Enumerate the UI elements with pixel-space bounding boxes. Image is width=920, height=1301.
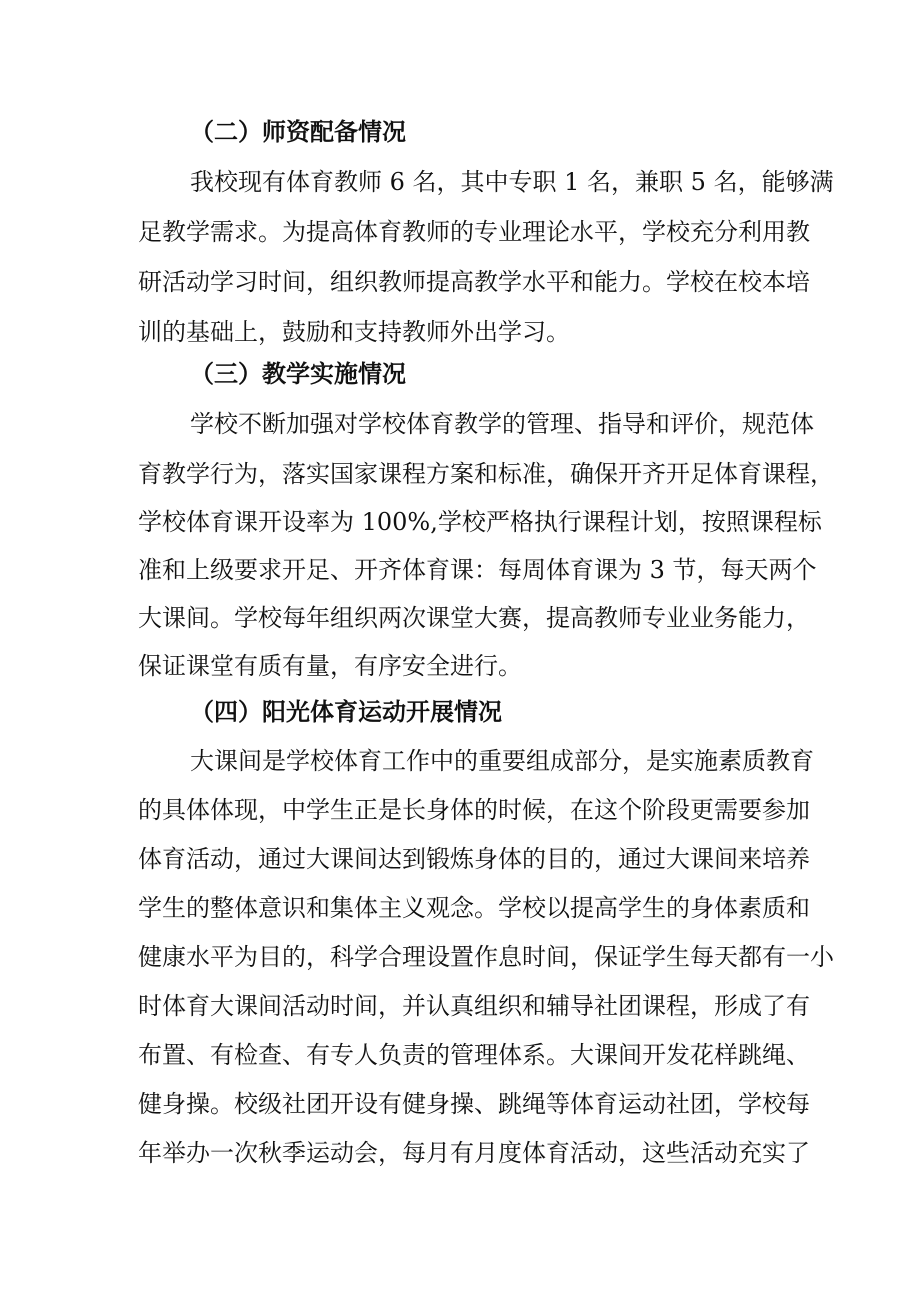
paragraph-line: 时体育大课间活动时间，并认真组织和辅导社团课程，形成了有 bbox=[138, 992, 810, 1020]
paragraph-line: 健身操。校级社团开设有健身操、跳绳等体育运动社团，学校每 bbox=[138, 1090, 810, 1118]
paragraph-line: 育教学行为，落实国家课程方案和标准，确保开齐开足体育课程， bbox=[138, 460, 834, 488]
paragraph-line: 布置、有检查、有专人负责的管理体系。大课间开发花样跳绳、 bbox=[138, 1041, 810, 1069]
paragraph-line: 训的基础上，鼓励和支持教师外出学习。 bbox=[138, 318, 570, 346]
paragraph-line: 足教学需求。为提高体育教师的专业理论水平，学校充分利用教 bbox=[138, 218, 810, 246]
section-heading-sunshine-sports: （四）阳光体育运动开展情况 bbox=[190, 697, 502, 726]
paragraph-line: 学生的整体意识和集体主义观念。学校以提高学生的身体素质和 bbox=[138, 894, 810, 922]
paragraph-line: 学校体育课开设率为 100%,学校严格执行课程计划，按照课程标 bbox=[138, 508, 822, 536]
paragraph-line: 保证课堂有质有量，有序安全进行。 bbox=[138, 652, 522, 680]
paragraph-line: 年举办一次秋季运动会，每月有月度体育活动，这些活动充实了 bbox=[138, 1139, 810, 1167]
paragraph-line: 的具体体现，中学生正是长身体的时候，在这个阶段更需要参加 bbox=[138, 796, 810, 824]
paragraph-line: 学校不断加强对学校体育教学的管理、指导和评价，规范体 bbox=[190, 410, 814, 438]
paragraph-line: 准和上级要求开足、开齐体育课：每周体育课为 3 节，每天两个 bbox=[138, 556, 817, 584]
paragraph-line: 我校现有体育教师 6 名，其中专职 1 名，兼职 5 名，能够满 bbox=[190, 168, 834, 196]
paragraph-line: 大课间是学校体育工作中的重要组成部分，是实施素质教育 bbox=[190, 747, 814, 775]
paragraph-line: 大课间。学校每年组织两次课堂大赛，提高教师专业业务能力， bbox=[138, 604, 810, 632]
section-heading-teaching: （三）教学实施情况 bbox=[190, 359, 406, 388]
paragraph-line: 体育活动，通过大课间达到锻炼身体的目的，通过大课间来培养 bbox=[138, 845, 810, 873]
section-heading-staffing: （二）师资配备情况 bbox=[190, 117, 406, 146]
paragraph-line: 研活动学习时间，组织教师提高教学水平和能力。学校在校本培 bbox=[138, 268, 810, 296]
paragraph-line: 健康水平为目的，科学合理设置作息时间，保证学生每天都有一小 bbox=[138, 943, 834, 971]
